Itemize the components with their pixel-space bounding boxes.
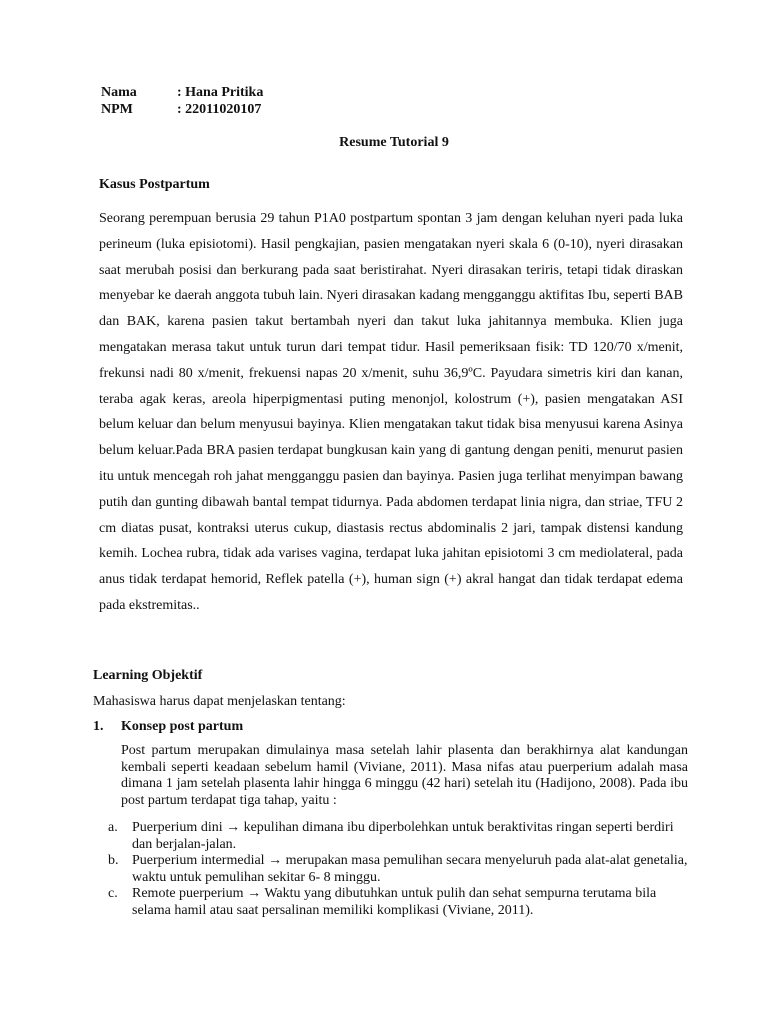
document-title: Resume Tutorial 9 — [339, 135, 449, 150]
stage-list — [108, 820, 688, 919]
name-value: : Hana Pritika — [177, 85, 264, 100]
list-marker: b. — [108, 853, 119, 868]
list-item-text: Puerperium intermedial → merupakan masa pemulihan secara menyeluruh pada alat-alat genetalia, waktu untuk pemulihan sekitar 6- 8 minggu. — [132, 853, 688, 885]
npm-label: NPM — [101, 102, 133, 117]
list-marker: a. — [108, 820, 118, 835]
name-line — [101, 84, 263, 102]
case-body: Seorang perempuan berusia 29 tahun P1A0 postpartum spontan 3 jam dengan keluhan nyeri pada luka perineum (luka episiotomi). Hasil pengkajian, pasien mengatakan nyeri skala 6 (0-10), nyeri dirasakan saat merubah posisi dan berkurang pada saat beristirahat. Nyeri dirasakan teriris, tetapi tidak diraskan menyebar ke daerah anggota tubuh lain. Nyeri dirasakan kadang mengganggu aktifitas Ibu, seperti BAB dan BAK, karena pasien takut bertambah nyeri dan takut luka jahitannya membuka. Klien juga mengatakan merasa takut untuk turun dari tempat tidur. Hasil pemeriksaan fisik: TD 120/70 x/menit, frekunsi nadi 80 x/menit, frekuensi napas 20 x/menit, suhu 36,9ºC. Payudara simetris kiri dan kanan, teraba agak keras, areola hiperpigmentasi puting menonjol, kolostrum (+), pasien mengatakan ASI belum keluar dan belum menyusui bayinya. Klien mengatakan takut tidak bisa menyusui karena Asinya belum keluar.Pada BRA pasien terdapat bungkusan kain yang di gantung dengan peniti, menurut pasien itu untuk mencegah roh jahat mengganggu pasien dan bayinya. Pasien juga terlihat menyimpan bawang putih dan gunting dibawah bantal tempat tidurnya. Pada abdomen terdapat linia nigra, dan striae, TFU 2 cm diatas pusat, kontraksi uterus cukup, diastasis rectus abdominalis 2 jari, tampak distensi kandung kemih. Lochea rubra, tidak ada varises vagina, terdapat luka jahitan episiotomi 3 cm mediolateral, pada anus tidak terdapat hemorid, Reflek patella (+), human sign (+) akral hangat dan tidak terdapat edema pada ekstremitas.. — [99, 211, 683, 613]
numbered-item — [93, 719, 243, 735]
list-item — [108, 886, 688, 919]
item-number: 1. — [93, 719, 104, 734]
list-marker: c. — [108, 886, 118, 901]
npm-value: : 22011020107 — [177, 102, 262, 117]
case-heading: Kasus Postpartum — [99, 177, 210, 192]
list-item-text: Remote puerperium → Waktu yang dibutuhkan untuk pulih dan sehat sempurna terutama bila selama hamil atau saat persalinan memiliki komplikasi (Viviane, 2011). — [132, 886, 657, 918]
item-title: Konsep post partum — [121, 719, 244, 734]
learning-heading: Learning Objektif — [93, 668, 203, 683]
list-item-text: Puerperium dini → kepulihan dimana ibu diperbolehkan untuk beraktivitas ringan seperti berdiri dan berjalan-jalan. — [132, 820, 674, 852]
postpartum-paragraph: Post partum merupakan dimulainya masa setelah lahir plasenta dan berakhirnya alat kandungan kembali seperti keadaan sebelum hamil (Viviane, 2011). Masa nifas atau puerperium adalah masa dimana 1 jam setelah plasenta lahir hingga 6 minggu (42 hari) setelah itu (Hadijono, 2008). Pada ibu post partum terdapat tiga tahap, yaitu : — [121, 743, 688, 808]
npm-line — [101, 101, 261, 119]
list-item — [108, 853, 688, 886]
learning-intro: Mahasiswa harus dapat menjelaskan tentang: — [93, 694, 346, 709]
list-item — [108, 820, 688, 853]
name-label: Nama — [101, 85, 137, 100]
